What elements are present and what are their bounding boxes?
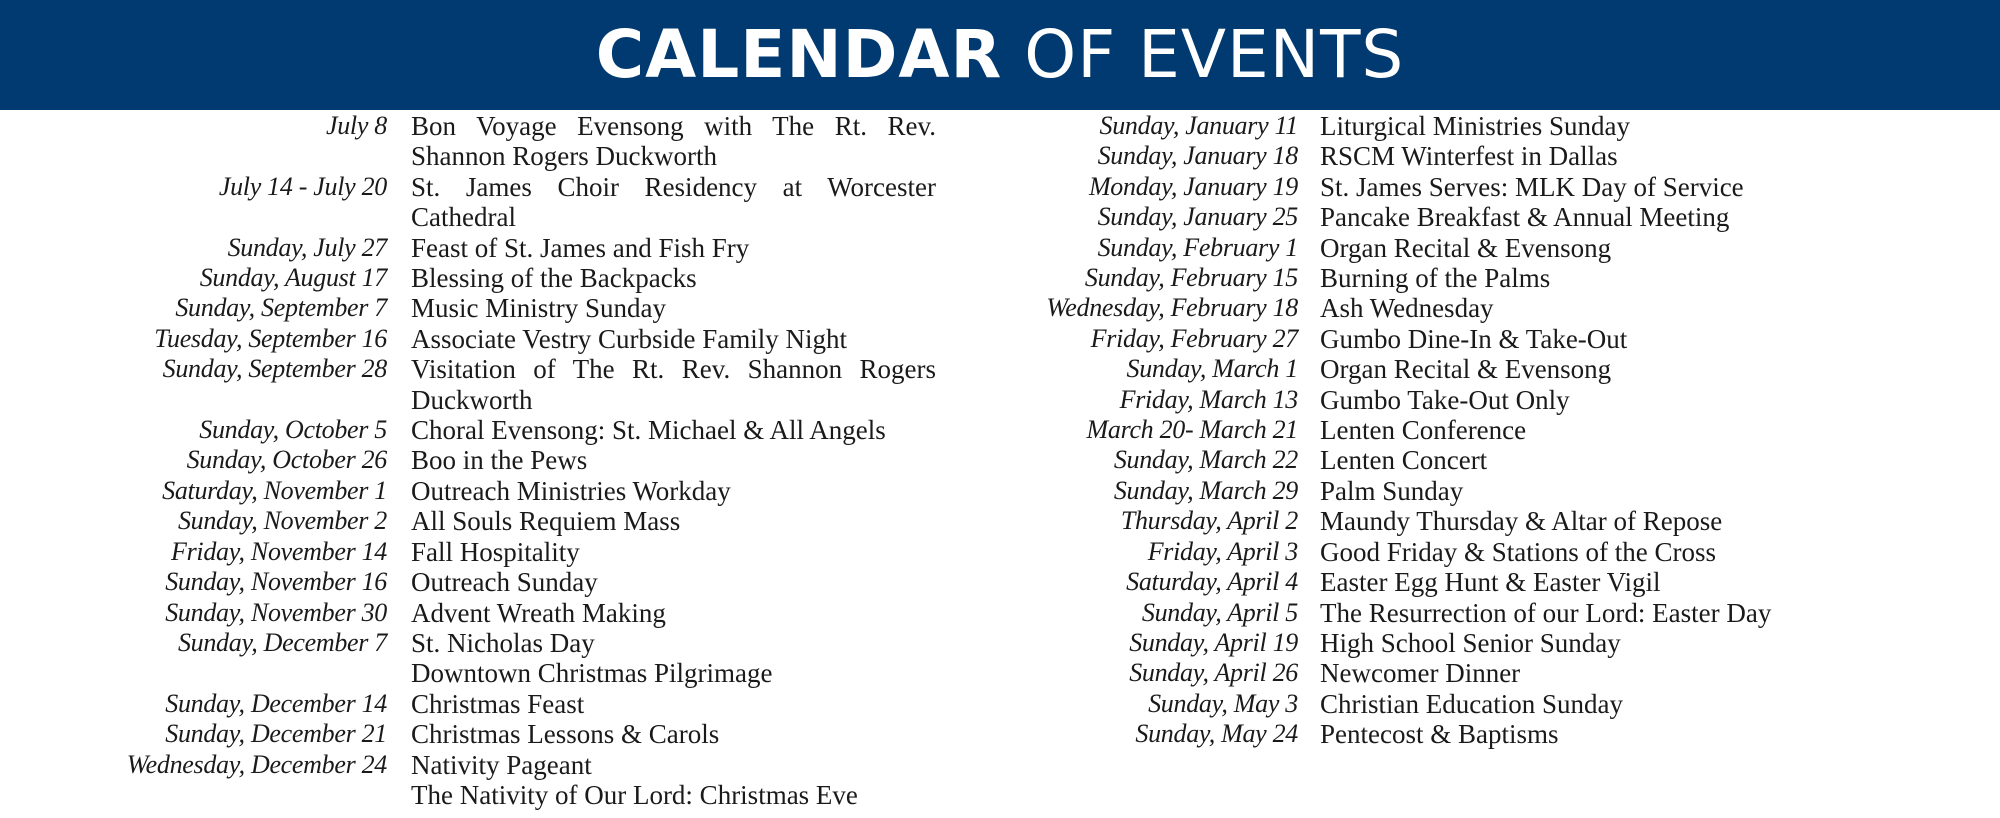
event-title: Nativity Pageant: [411, 749, 592, 780]
event-title: Christmas Lessons & Carols: [411, 719, 720, 750]
event-row: [1030, 628, 1980, 658]
event-row: [1030, 567, 1980, 597]
event-date: Sunday, April 5: [1141, 597, 1298, 627]
event-row: [0, 172, 960, 233]
event-row: [0, 445, 960, 475]
event-row: [0, 658, 960, 688]
event-row: [0, 506, 960, 536]
event-row: [0, 263, 960, 293]
event-row: [0, 689, 960, 719]
event-row: [1030, 719, 1980, 749]
event-title: Associate Vestry Curbside Family Night: [411, 323, 847, 354]
event-row: [1030, 506, 1980, 536]
event-title: Gumbo Dine-In & Take-Out: [1320, 323, 1628, 354]
event-title: Downtown Christmas Pilgrimage: [411, 658, 773, 689]
event-title: The Resurrection of our Lord: Easter Day: [1320, 597, 1772, 628]
header-banner: [0, 0, 2000, 110]
event-row: [0, 719, 960, 749]
event-row: [1030, 598, 1980, 628]
event-row: [1030, 445, 1980, 475]
event-date: Saturday, April 4: [1126, 567, 1298, 597]
title-bold-part: CALENDAR: [595, 16, 1003, 93]
event-title: Easter Egg Hunt & Easter Vigil: [1320, 567, 1661, 598]
event-date: Sunday, October 26: [186, 445, 387, 475]
event-title: Liturgical Ministries Sunday: [1320, 111, 1630, 141]
event-title: Fall Hospitality: [411, 536, 580, 567]
event-date: Wednesday, December 24: [126, 749, 387, 779]
event-row: [1030, 202, 1980, 232]
event-date: Sunday, April 26: [1129, 658, 1298, 688]
left-events-column: [0, 111, 960, 810]
event-title: Palm Sunday: [1320, 475, 1464, 506]
event-row: [1030, 233, 1980, 263]
page-title: [595, 16, 1405, 93]
event-row: [0, 354, 960, 415]
event-row: [1030, 172, 1980, 202]
event-row: [0, 628, 960, 658]
event-row: [1030, 141, 1980, 171]
event-title: Blessing of the Backpacks: [411, 263, 697, 294]
event-title: High School Senior Sunday: [1320, 627, 1621, 658]
event-title: RSCM Winterfest in Dallas: [1320, 141, 1618, 172]
event-row: [0, 233, 960, 263]
event-date: Saturday, November 1: [162, 475, 387, 505]
event-date: July 8: [325, 111, 387, 140]
event-date: Sunday, August 17: [199, 263, 387, 293]
event-row: [0, 111, 960, 172]
event-date: Sunday, February 1: [1097, 232, 1298, 262]
event-date: Sunday, January 25: [1097, 202, 1298, 232]
event-row: [1030, 354, 1980, 384]
event-row: [0, 415, 960, 445]
event-title: Organ Recital & Evensong: [1320, 354, 1612, 385]
event-row: [1030, 537, 1980, 567]
event-date: July 14 - July 20: [218, 171, 387, 201]
event-date: Sunday, November 16: [165, 567, 387, 597]
event-row: [1030, 415, 1980, 445]
event-title: Bon Voyage Evensong with The Rt. Rev. Shannon Rogers Duckworth: [411, 111, 936, 172]
event-row: [0, 750, 960, 780]
event-row: [1030, 658, 1980, 688]
event-date: Tuesday, September 16: [154, 323, 387, 353]
event-row: [0, 476, 960, 506]
event-date: Sunday, January 18: [1097, 141, 1298, 171]
event-title: Music Ministry Sunday: [411, 293, 667, 324]
event-date: Sunday, January 11: [1099, 111, 1298, 140]
event-row: [1030, 111, 1980, 141]
title-rest-part: OF EVENTS: [1002, 16, 1405, 93]
event-row: [0, 293, 960, 323]
event-title: Boo in the Pews: [411, 445, 588, 476]
event-date: Sunday, April 19: [1129, 627, 1298, 657]
event-date: Sunday, March 1: [1126, 354, 1298, 384]
event-title: Lenten Concert: [1320, 445, 1488, 476]
event-date: Sunday, February 15: [1084, 263, 1298, 293]
event-title: Choral Evensong: St. Michael & All Angels: [411, 415, 886, 446]
event-title: St. James Choir Residency at Worcester Cathedral: [411, 171, 936, 233]
event-row: [0, 780, 960, 810]
event-row: [0, 598, 960, 628]
event-date: Sunday, December 14: [165, 688, 387, 718]
event-title: Advent Wreath Making: [411, 597, 666, 628]
event-row: [1030, 385, 1980, 415]
event-title: St. James Serves: MLK Day of Service: [1320, 171, 1744, 202]
event-row: [1030, 293, 1980, 323]
event-date: Sunday, December 21: [165, 719, 387, 749]
event-row: [1030, 689, 1980, 719]
event-row: [1030, 263, 1980, 293]
event-date: Sunday, July 27: [227, 232, 387, 262]
event-date: Sunday, May 24: [1135, 719, 1298, 749]
event-title: Outreach Sunday: [411, 567, 598, 598]
event-date: Friday, March 13: [1119, 384, 1298, 414]
event-title: Christian Education Sunday: [1320, 688, 1623, 719]
right-events-column: [1030, 111, 1980, 750]
event-row: [1030, 476, 1980, 506]
event-title: Gumbo Take-Out Only: [1320, 384, 1570, 415]
event-date: Sunday, November 2: [177, 506, 387, 536]
event-title: Organ Recital & Evensong: [1320, 232, 1612, 263]
event-date: Sunday, December 7: [177, 627, 387, 657]
event-date: Sunday, September 7: [175, 293, 387, 323]
event-row: [0, 324, 960, 354]
event-title: Newcomer Dinner: [1320, 658, 1521, 689]
event-title: Lenten Conference: [1320, 415, 1527, 446]
event-date: March 20- March 21: [1086, 415, 1298, 445]
event-date: Sunday, November 30: [165, 597, 387, 627]
event-title: The Nativity of Our Lord: Christmas Eve: [411, 779, 858, 810]
event-title: Ash Wednesday: [1320, 293, 1494, 324]
event-date: Thursday, April 2: [1120, 506, 1298, 536]
event-title: All Souls Requiem Mass: [411, 506, 681, 537]
event-date: Sunday, September 28: [162, 354, 387, 384]
event-date: Friday, February 27: [1090, 323, 1298, 353]
event-title: Pentecost & Baptisms: [1320, 719, 1559, 750]
event-row: [0, 537, 960, 567]
event-row: [1030, 324, 1980, 354]
event-row: [0, 567, 960, 597]
event-date: Sunday, March 29: [1113, 475, 1298, 505]
event-title: Outreach Ministries Workday: [411, 475, 731, 506]
event-title: Feast of St. James and Fish Fry: [411, 232, 750, 263]
event-title: St. Nicholas Day: [411, 627, 595, 658]
event-date: Monday, January 19: [1088, 171, 1298, 201]
event-date: Wednesday, February 18: [1046, 293, 1298, 323]
event-title: Maundy Thursday & Altar of Repose: [1320, 506, 1723, 537]
event-title: Burning of the Palms: [1320, 263, 1551, 294]
event-date: Friday, November 14: [171, 536, 387, 566]
event-title: Christmas Feast: [411, 688, 585, 719]
event-title: Pancake Breakfast & Annual Meeting: [1320, 202, 1730, 233]
event-title: Visitation of The Rt. Rev. Shannon Rogers Duckworth: [411, 354, 936, 415]
event-date: Sunday, May 3: [1148, 688, 1298, 718]
event-title: Good Friday & Stations of the Cross: [1320, 536, 1716, 567]
event-date: Sunday, October 5: [199, 415, 387, 445]
event-date: Sunday, March 22: [1113, 445, 1298, 475]
event-date: Friday, April 3: [1147, 536, 1298, 566]
